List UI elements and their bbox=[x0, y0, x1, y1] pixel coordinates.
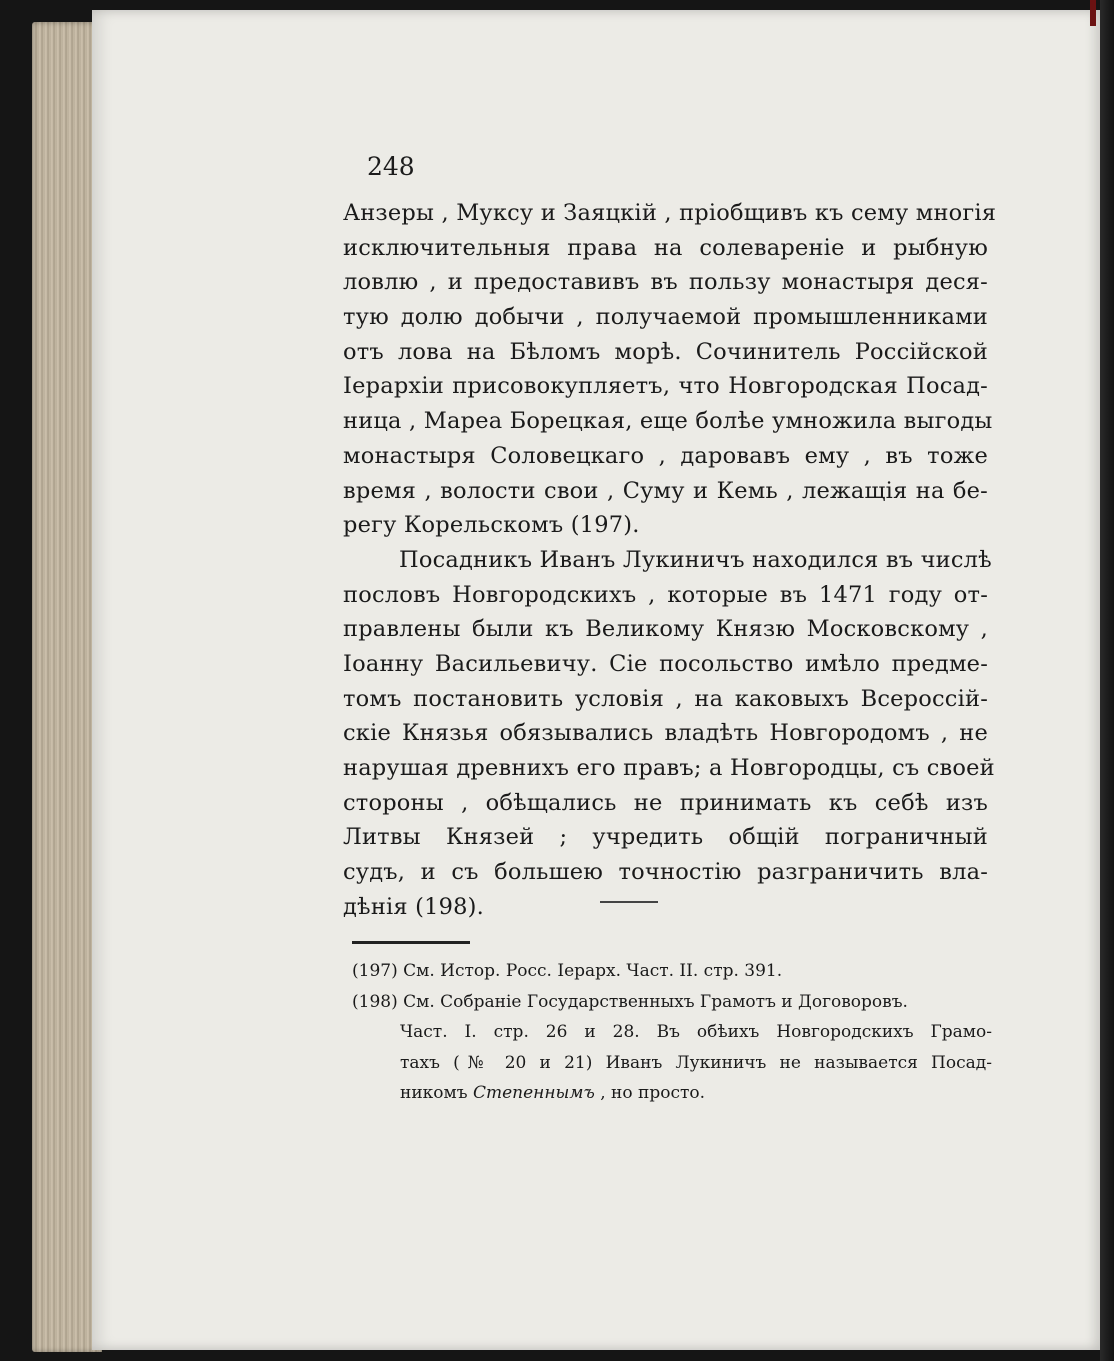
footnote-italic-term: Степеннымъ bbox=[472, 1083, 595, 1103]
page-number: 248 bbox=[367, 152, 415, 181]
footnote-text: никомъ bbox=[400, 1083, 468, 1103]
body-text bbox=[343, 196, 997, 924]
text-line: стороны , обѣщались не принимать къ себѣ изъ bbox=[343, 789, 988, 816]
text-line: ловлю , и предоставивъ въ пользу монастыря деся- bbox=[343, 269, 988, 296]
text-line: Іоанну Васильевичу. Сіе посольство имѣло предме- bbox=[343, 650, 988, 677]
text-line: пословъ Новгородскихъ , которые въ 1471 году от- bbox=[343, 581, 988, 608]
text-line: отъ лова на Бѣломъ морѣ. Сочинитель Россійской bbox=[343, 338, 988, 365]
text-line-paragraph-start: Посадникъ Иванъ Лукиничъ находился въ числѣ bbox=[399, 546, 992, 573]
footnote-text: , но просто. bbox=[600, 1083, 706, 1103]
text-line: томъ постановить условія , на каковыхъ Всероссій- bbox=[343, 685, 988, 712]
text-line: судъ, и съ большею точностію разграничить вла- bbox=[343, 859, 988, 886]
text-line: Анзеры , Муксу и Заяцкій , пріобщивъ къ сему многія bbox=[343, 200, 997, 226]
footnote-198: (198) См. Собраніе Государственныхъ Грамотъ и Договоровъ. bbox=[352, 991, 908, 1012]
footnote-198-continuation: Част. I. стр. 26 и 28. Въ обѣихъ Новгородскихъ Грамо- bbox=[400, 1022, 992, 1042]
next-page-edge bbox=[1100, 0, 1114, 1361]
text-line: время , волости свои , Суму и Кемь , лежащія на бе- bbox=[343, 477, 988, 504]
bookmark-ribbon bbox=[1090, 0, 1096, 26]
text-line: скіе Князья обязывались владѣть Новгородомъ , не bbox=[343, 720, 988, 747]
text-line: исключительныя права на солевареніе и рыбную bbox=[343, 234, 988, 261]
text-line: правлены были къ Великому Князю Московскому , bbox=[343, 616, 988, 643]
footnote-rule bbox=[352, 941, 470, 944]
text-line: нарушая древнихъ его правъ; а Новгородцы, съ своей bbox=[343, 755, 995, 781]
footnote-197: (197) См. Истор. Росс. Іерарх. Част. II. стр. 391. bbox=[352, 961, 783, 981]
text-line: Литвы Князей ; учредить общій пограничный bbox=[343, 824, 988, 851]
footnote-198-continuation bbox=[352, 1078, 992, 1109]
text-line: дѣнія (198). bbox=[343, 893, 485, 920]
text-line: регу Корельскомъ (197). bbox=[343, 512, 640, 539]
text-line: монастыря Соловецкаго , даровавъ ему , въ тоже bbox=[343, 442, 988, 469]
text-line: Іерархіи присовокупляетъ, что Новгородская Посад- bbox=[343, 373, 988, 400]
footnote-198-continuation: тахъ (№ 20 и 21) Иванъ Лукиничъ не называется Посад- bbox=[400, 1052, 992, 1073]
text-line: тую долю добычи , получаемой промышленниками bbox=[343, 304, 988, 331]
section-separator bbox=[600, 901, 658, 903]
text-line: ница , Мареа Борецкая, еще болѣе умножила выгоды bbox=[343, 408, 993, 435]
footnotes bbox=[352, 956, 992, 1109]
